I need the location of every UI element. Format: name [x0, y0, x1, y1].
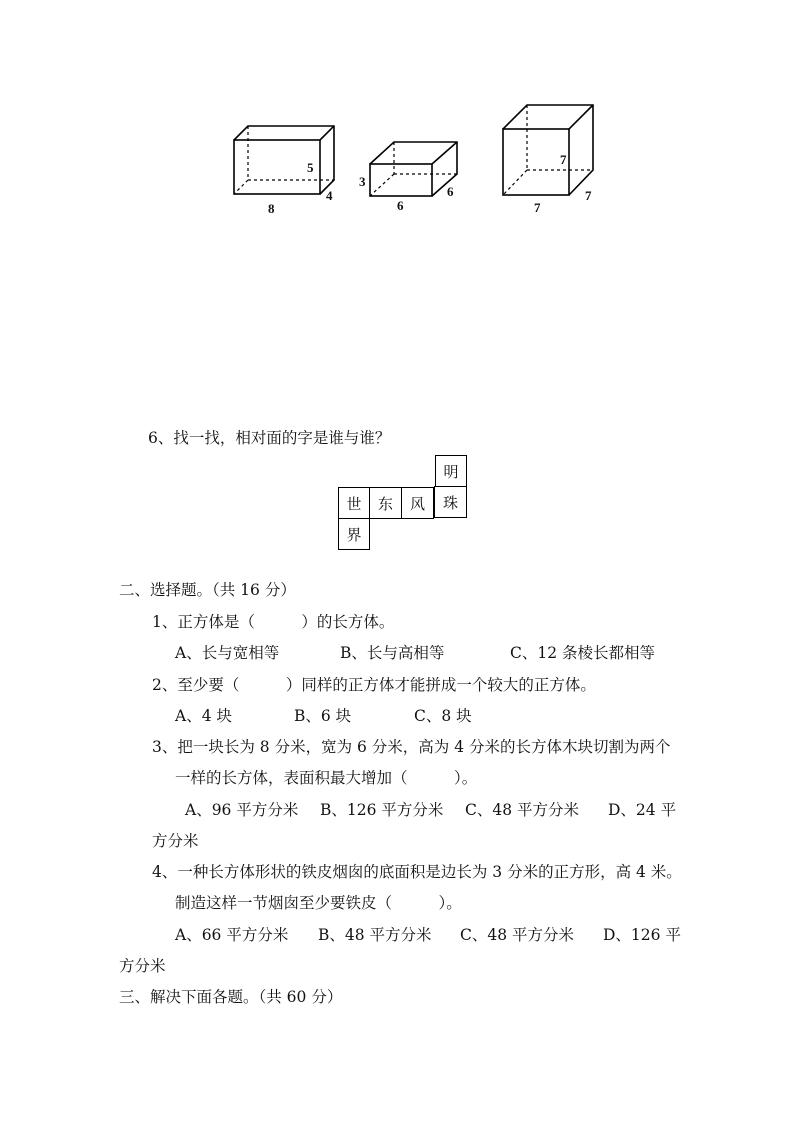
q4-option-d: D、126 平: [603, 926, 681, 944]
q3-option-d-continued: 方分米: [152, 832, 199, 850]
box1-width-label: 4: [326, 188, 333, 203]
net-cell-dong: 东: [370, 487, 402, 519]
q1-option-a: A、长与宽相等: [175, 644, 280, 662]
q4-option-c: C、48 平方分米: [460, 926, 575, 944]
net-cell-ming: 明: [435, 455, 467, 487]
q4-stem-line2: 制造这样一节烟囱至少要铁皮（ ）。: [175, 894, 462, 912]
q3-stem-line1: 3、把一块长为 8 分米，宽为 6 分米，高为 4 分米的长方体木块切割为两个: [152, 738, 671, 756]
q3-stem-line2: 一样的长方体，表面积最大增加（ ）。: [175, 769, 478, 787]
q1-option-c: C、12 条棱长都相等: [510, 644, 656, 662]
cube-figure: [500, 102, 595, 198]
cube-height-label: 7: [560, 152, 567, 167]
q2-option-b: B、6 块: [294, 707, 352, 725]
q3-option-d: D、24 平: [608, 801, 677, 819]
q4-option-b: B、48 平方分米: [318, 926, 432, 944]
net-cell-jie: 界: [338, 518, 370, 550]
q3-option-c: C、48 平方分米: [465, 801, 580, 819]
q6-text: 6、找一找，相对面的字是谁与谁？: [148, 429, 391, 447]
q1-stem: 1、正方体是（ ）的长方体。: [152, 613, 395, 631]
box1-height-label: 5: [307, 160, 314, 175]
q2-option-c: C、8 块: [414, 707, 472, 725]
q4-option-d-continued: 方分米: [119, 957, 166, 975]
cube-net: [338, 455, 468, 552]
box2-height-label: 3: [359, 174, 366, 189]
net-cell-feng: 风: [402, 487, 434, 519]
q3-option-b: B、126 平方分米: [320, 801, 444, 819]
net-cell-shi: 世: [338, 487, 370, 519]
q2-option-a: A、4 块: [175, 707, 232, 725]
cube-width-label: 7: [585, 188, 592, 203]
q4-option-a: A、66 平方分米: [175, 926, 289, 944]
section2-heading: 二、选择题。（共 16 分）: [119, 581, 296, 599]
box2-length-label: 6: [397, 198, 404, 213]
q3-option-a: A、96 平方分米: [185, 801, 299, 819]
cube-length-label: 7: [534, 200, 541, 215]
q1-option-b: B、长与高相等: [340, 644, 445, 662]
q4-stem-line1: 4、一种长方体形状的铁皮烟囱的底面积是边长为 3 分米的正方形，高 4 米。: [152, 863, 682, 881]
q2-stem: 2、至少要（ ）同样的正方体才能拼成一个较大的正方体。: [152, 676, 596, 694]
box2-width-label: 6: [447, 184, 454, 199]
section3-heading: 三、解决下面各题。（共 60 分）: [119, 988, 343, 1006]
box1-length-label: 8: [268, 201, 275, 216]
net-cell-zhu: 珠: [434, 486, 467, 518]
